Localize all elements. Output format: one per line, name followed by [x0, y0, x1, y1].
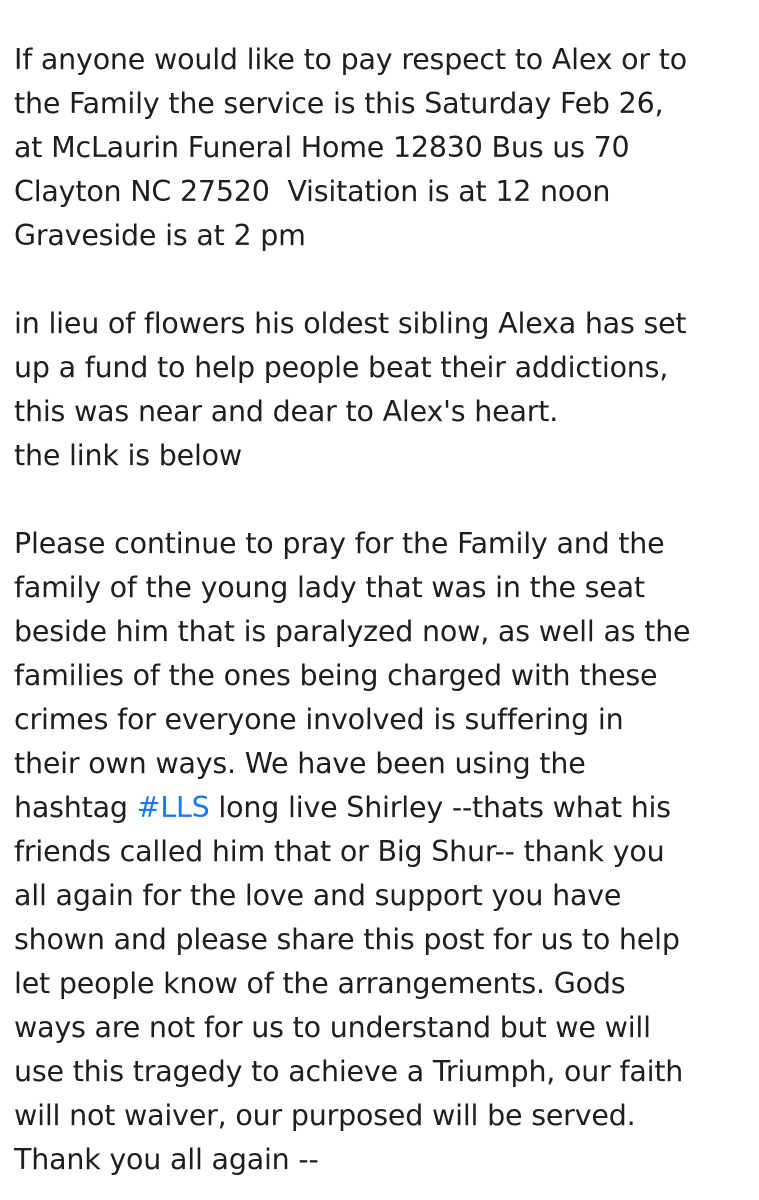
post-text-line: Clayton NC 27520 Visitation is at 12 noon	[14, 175, 611, 208]
post-text-line: family of the young lady that was in the seat	[14, 571, 645, 604]
post-text-line: Please continue to pray for the Family and the	[14, 527, 665, 560]
post-text-line: in lieu of flowers his oldest sibling Alexa has set	[14, 307, 687, 340]
post-text-line: friends called him that or Big Shur-- thank you	[14, 835, 665, 868]
paragraph-spacer	[14, 258, 754, 302]
post-text-line: let people know of the arrangements. Gods	[14, 967, 626, 1000]
post-text-line: use this tragedy to achieve a Triumph, our faith	[14, 1055, 684, 1088]
paragraph-spacer	[14, 478, 754, 522]
post-text-line: shown and please share this post for us to help	[14, 923, 680, 956]
post-text-line: their own ways. We have been using the	[14, 747, 586, 780]
post-text-line: crimes for everyone involved is suffering in	[14, 703, 624, 736]
post-text-line: Thank you all again --	[14, 1143, 319, 1176]
post-text-line: this was near and dear to Alex's heart.	[14, 395, 559, 428]
post-text-line: If anyone would like to pay respect to Alex or to	[14, 43, 688, 76]
post-text-line: all again for the love and support you have	[14, 879, 622, 912]
hashtag-line-prefix: hashtag	[14, 791, 137, 824]
post-text-line: the Family the service is this Saturday Feb 26,	[14, 87, 664, 120]
post-body	[14, 38, 754, 1182]
hashtag-line	[14, 786, 754, 830]
post-text-line: the link is below	[14, 439, 243, 472]
post-text-line: up a fund to help people beat their addictions,	[14, 351, 669, 384]
hashtag-line-suffix: long live Shirley --thats what his	[209, 791, 671, 824]
post-text-line: Graveside is at 2 pm	[14, 219, 306, 252]
post-text-line: families of the ones being charged with these	[14, 659, 658, 692]
post-text-line: ways are not for us to understand but we will	[14, 1011, 651, 1044]
post-text-line: will not waiver, our purposed will be served.	[14, 1099, 636, 1132]
post-text-line: beside him that is paralyzed now, as well as the	[14, 615, 691, 648]
post-text-line: at McLaurin Funeral Home 12830 Bus us 70	[14, 131, 630, 164]
hashtag-link[interactable]: #LLS	[136, 791, 210, 824]
